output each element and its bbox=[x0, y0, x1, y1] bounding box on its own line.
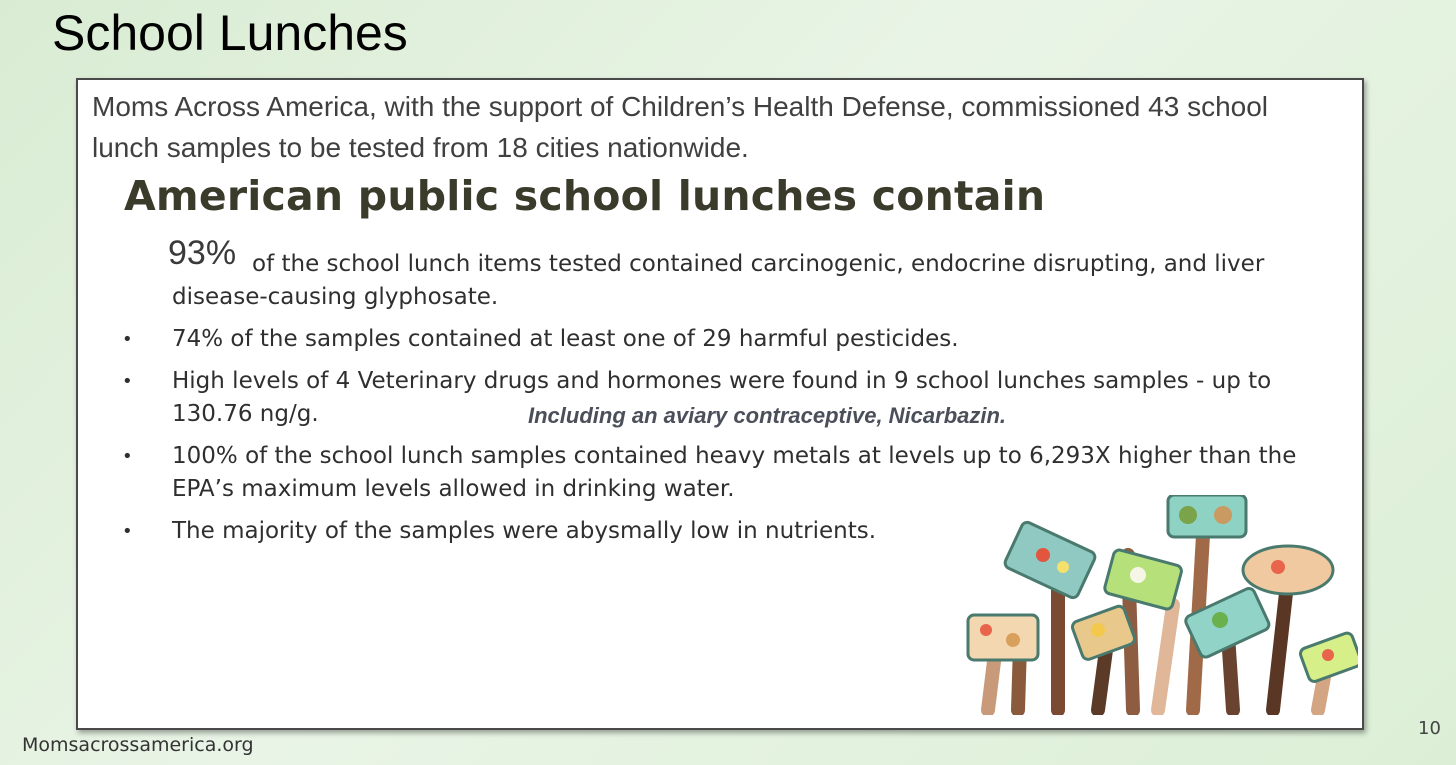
section-heading: American public school lunches contain bbox=[124, 172, 1046, 220]
bullet-icon: • bbox=[122, 446, 133, 467]
bullet-icon: • bbox=[122, 371, 133, 392]
lunch-trays-illustration-icon bbox=[958, 495, 1358, 715]
bullet-icon: • bbox=[122, 329, 133, 350]
page-number: 10 bbox=[1418, 718, 1441, 739]
list-item bbox=[122, 248, 1302, 314]
intro-text: Moms Across America, with the support of Children’s Health Defense, commissioned 43 school lunch samples to be tested from 18 cities nationwide. bbox=[92, 91, 1269, 163]
slide-title: School Lunches bbox=[52, 5, 408, 61]
list-item-text: 74% of the samples contained at least one of 29 harmful pesticides. bbox=[172, 326, 959, 352]
overlay-note: Including an aviary contraceptive, Nicarbazin. bbox=[528, 403, 1007, 428]
footer-url: Momsacrossamerica.org bbox=[22, 734, 254, 756]
content-panel bbox=[76, 78, 1364, 730]
bullet-icon: • bbox=[122, 521, 133, 542]
percent-label: 93% bbox=[168, 234, 237, 272]
list-item-text: High levels of 4 Veterinary drugs and hormones were found in 9 school lunches samples - up to 130.76 ng/g. bbox=[172, 368, 1272, 427]
list-item-text: of the school lunch items tested contained carcinogenic, endocrine disrupting, and liver disease-causing glyphosate. bbox=[172, 251, 1265, 310]
list-item-text: The majority of the samples were abysmally low in nutrients. bbox=[172, 518, 877, 544]
list-item-text: 100% of the school lunch samples contained heavy metals at levels up to 6,293X higher than the EPA’s maximum levels allowed in drinking water. bbox=[172, 443, 1297, 502]
list-item bbox=[122, 323, 1302, 356]
